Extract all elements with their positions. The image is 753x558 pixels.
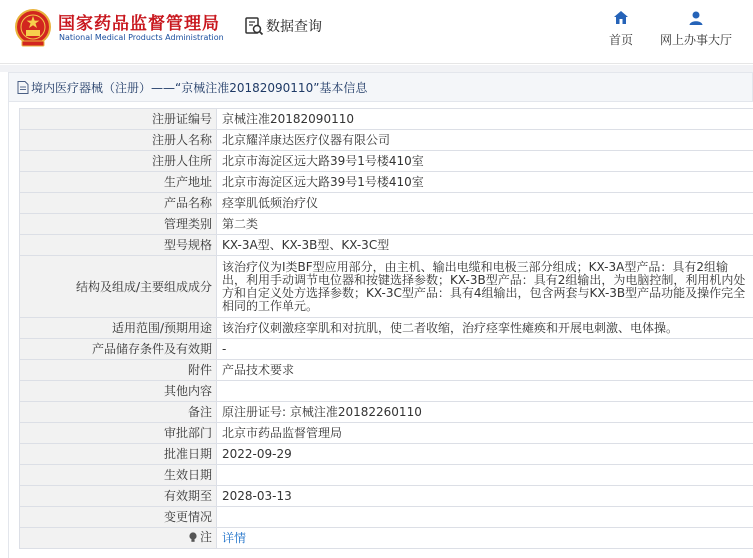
site-header	[0, 0, 753, 64]
field-value: 北京市海淀区远大路39号1号楼410室	[217, 151, 753, 172]
field-label: 生产地址	[20, 172, 217, 193]
table-row	[20, 318, 753, 339]
note-row	[20, 528, 753, 549]
note-value-cell	[217, 528, 753, 549]
field-value: 2028-03-13	[217, 486, 753, 507]
table-row	[20, 214, 753, 235]
field-label: 备注	[20, 402, 217, 423]
field-value: 北京市药品监督管理局	[217, 423, 753, 444]
data-query-label: 数据查询	[266, 19, 322, 35]
user-icon	[688, 10, 704, 26]
field-label: 有效期至	[20, 486, 217, 507]
detail-panel	[8, 102, 753, 558]
field-value	[217, 507, 753, 528]
field-value: 该治疗仪为Ⅰ类BF型应用部分，由主机、输出电缆和电极三部分组成；KX-3A型产品：具有2组输出，利用手动调节电位器和按键选择参数；KX-3B型产品：具有2组输出，为电脑控制，利用机内处方和自定义处方选择参数；KX-3C型产品：具有4组输出，包含两套与KX-3B型产品功能及操作完全相同的工作单元。	[217, 256, 753, 318]
field-label: 产品储存条件及有效期	[20, 339, 217, 360]
field-value: 北京市海淀区远大路39号1号楼410室	[217, 172, 753, 193]
field-value	[217, 381, 753, 402]
field-label: 注册人住所	[20, 151, 217, 172]
field-label: 变更情况	[20, 507, 217, 528]
table-row	[20, 130, 753, 151]
registration-info-table	[19, 108, 753, 549]
field-label: 适用范围/预期用途	[20, 318, 217, 339]
table-row	[20, 172, 753, 193]
table-row	[20, 235, 753, 256]
home-icon	[613, 10, 629, 26]
table-row	[20, 381, 753, 402]
field-value: 痉挛肌低频治疗仪	[217, 193, 753, 214]
lightbulb-icon	[188, 532, 198, 543]
field-value: KX-3A型、KX-3B型、KX-3C型	[217, 235, 753, 256]
field-label: 型号规格	[20, 235, 217, 256]
field-value	[217, 465, 753, 486]
table-row	[20, 486, 753, 507]
nav-online-office-label: 网上办事大厅	[659, 33, 732, 47]
field-label: 管理类别	[20, 214, 217, 235]
field-label: 其他内容	[20, 381, 217, 402]
table-row	[20, 360, 753, 381]
field-value: 北京耀洋康达医疗仪器有限公司	[217, 130, 753, 151]
field-value: 京械注准20182090110	[217, 109, 753, 130]
national-emblem-icon	[14, 8, 52, 48]
table-row	[20, 444, 753, 465]
field-label: 审批部门	[20, 423, 217, 444]
site-name: 国家药品监督管理局	[58, 14, 220, 34]
note-label: 注	[199, 530, 212, 545]
note-label-wrap	[188, 530, 212, 544]
table-row	[20, 423, 753, 444]
field-value: 2022-09-29	[217, 444, 753, 465]
field-label: 结构及组成/主要组成成分	[20, 256, 217, 318]
field-label: 批准日期	[20, 444, 217, 465]
field-value: -	[217, 339, 753, 360]
field-value: 第二类	[217, 214, 753, 235]
search-document-icon	[244, 16, 264, 36]
field-value: 产品技术要求	[217, 360, 753, 381]
table-row	[20, 402, 753, 423]
nav-home[interactable]	[605, 10, 637, 48]
document-icon	[17, 81, 29, 94]
field-label: 注册人名称	[20, 130, 217, 151]
table-row	[20, 109, 753, 130]
field-label: 生效日期	[20, 465, 217, 486]
field-label: 产品名称	[20, 193, 217, 214]
data-query-link[interactable]	[244, 15, 322, 37]
divider-strip	[0, 65, 753, 72]
field-label: 附件	[20, 360, 217, 381]
table-row	[20, 256, 753, 318]
details-link[interactable]: 详情	[222, 531, 247, 545]
table-row	[20, 507, 753, 528]
site-name-english: National Medical Products Administration	[59, 33, 224, 42]
table-row	[20, 193, 753, 214]
field-value: 原注册证号: 京械注准20182260110	[217, 402, 753, 423]
table-row	[20, 151, 753, 172]
table-row	[20, 465, 753, 486]
page-title-bar	[8, 72, 753, 102]
field-value: 该治疗仪刺激痉挛肌和对抗肌，使二者收缩，治疗痉挛性瘫痪和开展电刺激、电体操。	[217, 318, 753, 339]
table-row	[20, 339, 753, 360]
nav-online-office[interactable]	[656, 10, 736, 48]
nav-home-label: 首页	[608, 33, 633, 47]
note-label-cell	[20, 528, 217, 549]
field-label: 注册证编号	[20, 109, 217, 130]
page-title: 境内医疗器械（注册）——“京械注准20182090110”基本信息	[31, 80, 368, 95]
